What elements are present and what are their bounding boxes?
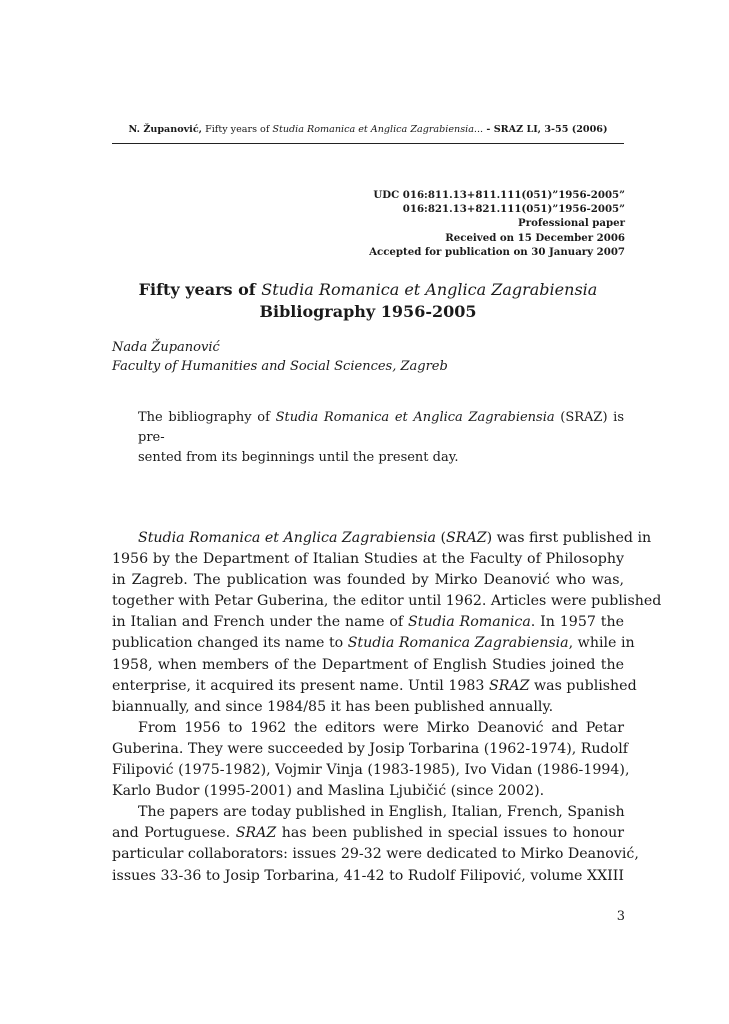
title-prefix: Fifty years of	[138, 280, 262, 299]
body-line	[112, 633, 635, 654]
author-block	[112, 338, 624, 376]
running-head	[112, 124, 624, 136]
body-line	[112, 823, 624, 844]
udc-line-1: UDC 016:811.13+811.111(051)”1956-2005”	[373, 189, 625, 201]
body-span: ) was first published in	[486, 530, 652, 546]
body-span: Studia Romanica Zagrabiensia	[347, 635, 569, 652]
abstract	[138, 408, 624, 468]
body-line: From 1956 to 1962 the editors were Mirko Deanović and Petar	[138, 719, 624, 736]
running-head-title-plain: Fifty years of	[202, 124, 273, 135]
body-line: biannually, and since 1984/85 it has been published annually.	[112, 698, 554, 715]
body-span: enterprise, it acquired its present name. Until 1983	[112, 677, 489, 694]
accepted-date: Accepted for publication on 30 January 2007	[369, 245, 625, 258]
running-head-journal: - SRAZ LI, 3-55 (2006)	[483, 124, 608, 135]
abstract-line-2: sented from its beginnings until the present day.	[138, 450, 459, 465]
running-head-author: N. Županović,	[128, 124, 203, 135]
received-date: Received on 15 December 2006	[445, 231, 625, 244]
body-line: together with Petar Guberina, the editor until 1962. Articles were published	[112, 593, 662, 610]
title-italic: Studia Romanica et Anglica Zagrabiensia	[261, 280, 598, 299]
abstract-text-1a: The bibliography of	[138, 410, 276, 425]
body-text	[112, 528, 662, 887]
body-span: in Italian and French under the name of	[112, 614, 409, 631]
body-span: publication changed its name to	[112, 635, 348, 652]
body-line	[112, 528, 652, 549]
body-line: Karlo Budor (1995-2001) and Maslina Ljubičić (since 2002).	[112, 783, 545, 800]
body-line: Filipović (1975-1982), Vojmir Vinja (1983-1985), Ivo Vidan (1986-1994),	[112, 762, 630, 779]
page-number: 3	[616, 909, 625, 924]
body-line: in Zagreb. The publication was founded by Mirko Deanović who was,	[112, 572, 624, 589]
article-metadata	[265, 188, 625, 259]
abstract-line-1	[138, 408, 624, 448]
body-line: The papers are today published in English, Italian, French, Spanish	[138, 804, 625, 821]
body-line: particular collaborators: issues 29-32 were dedicated to Mirko Deanović,	[112, 846, 639, 863]
body-line	[112, 676, 637, 697]
paper-type: Professional paper	[518, 217, 625, 230]
body-line: issues 33-36 to Josip Torbarina, 41-42 to Rudolf Filipović, volume XXIII	[112, 867, 624, 884]
body-span: . In 1957 the	[530, 614, 624, 631]
header-rule	[112, 143, 624, 144]
body-span: SRAZ	[446, 530, 487, 546]
author-affiliation: Faculty of Humanities and Social Sciences, Zagreb	[112, 359, 448, 374]
body-span: SRAZ	[488, 677, 530, 694]
author-name: Nada Županović	[112, 340, 220, 355]
abstract-text-1b: (SRAZ) is pre-	[138, 410, 624, 445]
body-span: (	[436, 530, 447, 546]
title-line-1	[112, 279, 624, 301]
body-line: 1956 by the Department of Italian Studies at the Faculty of Philosophy	[112, 551, 624, 568]
article-title	[112, 279, 624, 323]
body-span: SRAZ	[235, 825, 277, 842]
body-span: Studia Romanica et Anglica Zagrabiensia	[138, 530, 436, 546]
abstract-text-1i: Studia Romanica et Anglica Zagrabiensia	[275, 410, 555, 425]
udc-line-2: 016:821.13+821.111(051)”1956-2005”	[402, 203, 625, 216]
body-span: , while in	[568, 635, 635, 652]
body-span: and Portuguese.	[112, 825, 236, 842]
body-span: was published	[529, 677, 637, 694]
body-line: 1958, when members of the Department of English Studies joined the	[112, 656, 624, 673]
running-head-title-italic: Studia Romanica et Anglica Zagrabiensia...	[272, 124, 484, 135]
body-line: Guberina. They were succeeded by Josip Torbarina (1962-1974), Rudolf	[112, 740, 629, 757]
body-span: has been published in special issues to honour	[276, 825, 624, 842]
title-line-2: Bibliography 1956-2005	[259, 302, 477, 321]
body-line	[112, 612, 624, 633]
body-span: Studia Romanica	[408, 614, 531, 631]
